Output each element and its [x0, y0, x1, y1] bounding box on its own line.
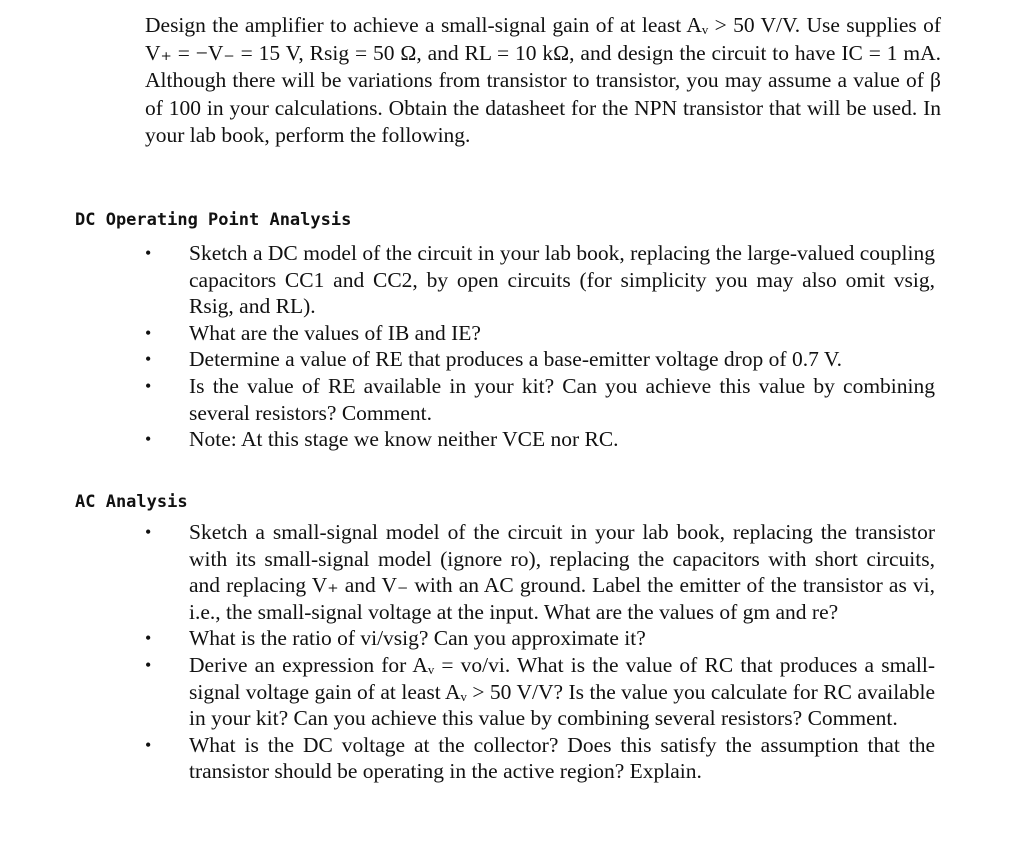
bullet-icon: •: [145, 522, 152, 542]
ac-task-item: [145, 652, 935, 732]
dc-task-item: [145, 373, 935, 426]
bullet-icon: •: [145, 243, 152, 263]
intro-paragraph: Design the amplifier to achieve a small-signal gain of at least Aᵥ > 50 V/V. Use supplies of V₊ = −V₋ = 15 V, Rsig = 50 Ω, and RL = 10 kΩ, and design the circuit to have IC = 1 mA. Although there will be variations from transistor to transistor, you may assume a value of β of 100 in your calculations. Obtain the datasheet for the NPN transistor that will be used. In your lab book, perform the following.: [145, 13, 941, 147]
bullet-icon: •: [145, 375, 152, 396]
dc-task-text: What are the values of IB and IE?: [189, 320, 481, 345]
dc-task-item: [145, 320, 935, 347]
dc-task-item: [145, 346, 935, 373]
ac-task-text: What is the DC voltage at the collector? Does this satisfy the assumption that the transistor should be operating in the active region? Explain.: [189, 732, 935, 784]
dc-task-text: Is the value of RE available in your kit? Can you achieve this value by combining several resistors? Comment.: [189, 373, 935, 425]
dc-section-heading: DC Operating Point Analysis: [75, 210, 352, 230]
ac-task-text: Sketch a small-signal model of the circuit in your lab book, replacing the transistor with its small-signal model (ignore ro), replacing the capacitors with short circuits, and replacing V₊ and V₋ with an AC ground. Label the emitter of the transistor as vi, i.e., the small-signal voltage at the input. What are the values of gm and re?: [189, 520, 935, 624]
bullet-icon: •: [145, 349, 152, 370]
ac-task-item: [145, 519, 935, 625]
ac-task-text: Derive an expression for Aᵥ = vo/vi. What is the value of RC that produces a small-signal voltage gain of at least Aᵥ > 50 V/V? Is the value you calculate for RC available in your kit? Can you achieve this value by combining several resistors? Comment.: [189, 652, 935, 731]
ac-task-item: [145, 732, 935, 785]
bullet-icon: •: [145, 734, 152, 755]
ac-task-item: [145, 625, 935, 652]
dc-task-list: [0, 240, 935, 453]
dc-task-item: [145, 426, 935, 453]
ac-task-list: [0, 519, 935, 785]
bullet-icon: •: [145, 654, 152, 675]
bullet-icon: •: [145, 322, 152, 343]
bullet-icon: •: [145, 628, 152, 649]
dc-task-text: Determine a value of RE that produces a base-emitter voltage drop of 0.7 V.: [189, 347, 842, 372]
bullet-icon: •: [145, 429, 152, 450]
dc-task-text: Note: At this stage we know neither VCE nor RC.: [189, 427, 619, 452]
ac-section-heading: AC Analysis: [75, 492, 188, 512]
ac-task-text: What is the ratio of vi/vsig? Can you approximate it?: [189, 626, 646, 651]
dc-task-text: Sketch a DC model of the circuit in your lab book, replacing the large-valued coupling capacitors CC1 and CC2, by open circuits (for simplicity you may also omit vsig, Rsig, and RL).: [189, 241, 935, 319]
dc-task-item: [145, 240, 935, 320]
